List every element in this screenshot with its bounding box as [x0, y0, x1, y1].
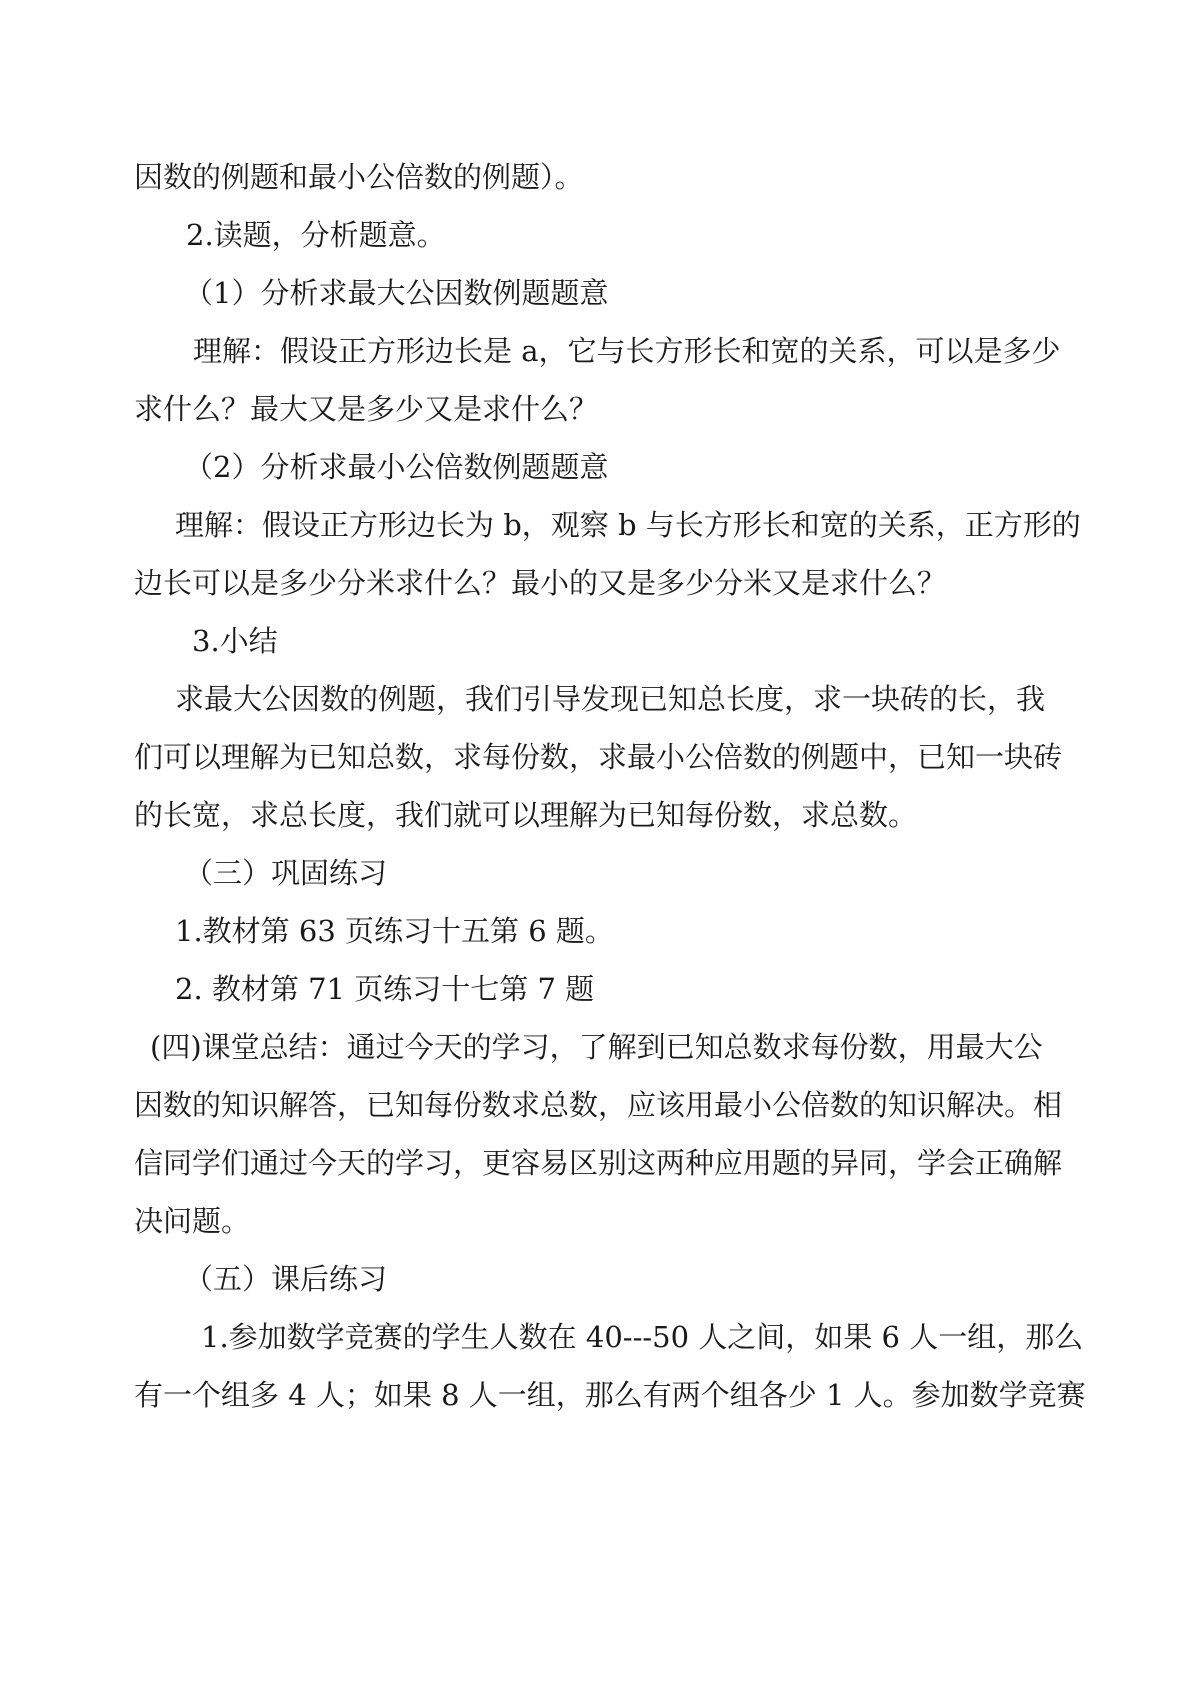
section-heading: 3.小结 — [192, 624, 278, 658]
section-heading: 2.读题，分析题意。 — [186, 218, 446, 252]
list-item: 2. 教材第 71 页练习十七第 7 题 — [175, 972, 595, 1006]
sub-heading: （2）分析求最小公倍数例题题意 — [184, 450, 609, 484]
text-line: 有一个组多 4 人；如果 8 人一组，那么有两个组各少 1 人。参加数学竞赛 — [134, 1378, 1086, 1412]
text-line: 理解：假设正方形边长是 a，它与长方形长和宽的关系，可以是多少 — [193, 334, 1061, 368]
section-heading: （五）课后练习 — [184, 1262, 388, 1296]
text-line: 信同学们通过今天的学习，更容易区别这两种应用题的异同，学会正确解 — [134, 1146, 1063, 1180]
text-line: 边长可以是多少分米求什么？最小的又是多少分米又是求什么？ — [134, 566, 947, 600]
list-item: 1.教材第 63 页练习十五第 6 题。 — [175, 914, 614, 948]
sub-heading: （1）分析求最大公因数例题题意 — [184, 276, 609, 310]
section-heading: （三）巩固练习 — [184, 856, 388, 890]
text-line: (四)课堂总结：通过今天的学习，了解到已知总数求每份数，用最大公 — [150, 1030, 1043, 1064]
text-line: 求最大公因数的例题，我们引导发现已知总长度，求一块砖的长，我 — [175, 682, 1046, 716]
text-line: 的长宽，求总长度，我们就可以理解为已知每份数，求总数。 — [134, 798, 918, 832]
text-line: 们可以理解为已知总数，求每份数，求最小公倍数的例题中，已知一块砖 — [134, 740, 1063, 774]
text-line: 1.参加数学竞赛的学生人数在 40---50 人之间，如果 6 人一组，那么 — [201, 1320, 1084, 1354]
text-line: 理解：假设正方形边长为 b，观察 b 与长方形长和宽的关系，正方形的 — [175, 508, 1081, 542]
text-line: 因数的例题和最小公倍数的例题）。 — [134, 160, 584, 194]
text-line: 决问题。 — [134, 1204, 251, 1238]
text-line: 求什么？最大又是多少又是求什么？ — [134, 392, 599, 426]
text-line: 因数的知识解答，已知每份数求总数，应该用最小公倍数的知识解决。相 — [134, 1088, 1063, 1122]
